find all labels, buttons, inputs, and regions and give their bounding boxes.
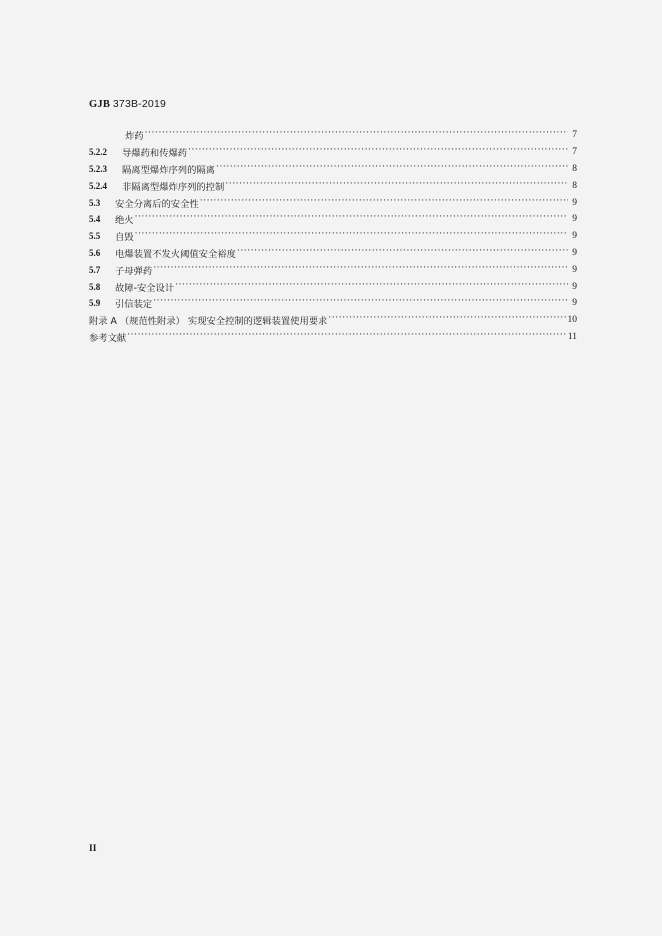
table-of-contents xyxy=(89,127,577,345)
toc-entry-title: 电爆装置不发火阈值安全裕度 xyxy=(115,248,236,260)
toc-entry-number: 5.2.3 xyxy=(89,163,107,174)
toc-entry-title: 炸药 xyxy=(125,131,144,143)
toc-entry-page: 8 xyxy=(572,163,577,174)
toc-entry-number: 5.2.4 xyxy=(89,180,107,191)
toc-entry[interactable] xyxy=(89,161,577,178)
toc-leader-dots xyxy=(237,247,568,259)
toc-entry-number: 5.8 xyxy=(89,281,101,292)
toc-entry-title: 绝火 xyxy=(115,215,134,227)
toc-entry-page: 7 xyxy=(572,130,577,141)
toc-entry-page: 7 xyxy=(572,147,577,158)
toc-entry-page: 9 xyxy=(572,264,577,275)
toc-leader-dots xyxy=(328,314,566,326)
toc-entry-page: 10 xyxy=(567,315,577,326)
toc-leader-dots xyxy=(135,230,568,242)
toc-entry-references[interactable] xyxy=(89,329,577,346)
toc-entry[interactable] xyxy=(89,228,577,245)
toc-leader-dots xyxy=(153,297,568,309)
document-header xyxy=(89,98,166,110)
toc-entry-title: 子母弹药 xyxy=(115,265,153,277)
toc-entry-number: 5.3 xyxy=(89,197,101,208)
toc-leader-dots xyxy=(216,163,568,175)
toc-entry-title: 导爆药和传爆药 xyxy=(122,148,188,160)
toc-entry[interactable] xyxy=(89,177,577,194)
toc-entry[interactable] xyxy=(89,261,577,278)
toc-leader-dots xyxy=(188,146,568,158)
toc-leader-dots xyxy=(225,180,568,192)
toc-entry-number: 5.9 xyxy=(89,298,101,309)
standard-code: GJB xyxy=(89,99,111,110)
standard-number: 373B-2019 xyxy=(112,98,167,110)
toc-entry-number: 5.4 xyxy=(89,214,101,225)
toc-entry-number: 5.2.2 xyxy=(89,147,107,158)
toc-entry-page: 9 xyxy=(572,298,577,309)
toc-entry[interactable] xyxy=(89,245,577,262)
toc-entry-appendix[interactable] xyxy=(89,312,577,329)
toc-entry[interactable] xyxy=(89,127,577,144)
toc-entry-page: 8 xyxy=(572,180,577,191)
toc-entry-page: 9 xyxy=(572,197,577,208)
toc-entry-title: 自毁 xyxy=(115,232,134,244)
toc-entry-page: 9 xyxy=(572,214,577,225)
toc-entry-page: 9 xyxy=(572,281,577,292)
toc-entry-title: 附录 A （规范性附录） 实现安全控制的逻辑装置使用要求 xyxy=(89,316,328,328)
toc-entry-number: 5.5 xyxy=(89,231,101,242)
page-number-footer: II xyxy=(89,844,97,854)
toc-leader-dots xyxy=(127,331,567,343)
toc-entry[interactable] xyxy=(89,144,577,161)
toc-entry-number: 5.7 xyxy=(89,264,101,275)
toc-entry[interactable] xyxy=(89,211,577,228)
toc-entry-title: 引信装定 xyxy=(115,299,153,311)
toc-entry-page: 9 xyxy=(572,231,577,242)
toc-entry[interactable] xyxy=(89,278,577,295)
toc-entry-page: 11 xyxy=(567,331,577,342)
toc-leader-dots xyxy=(200,197,568,209)
toc-leader-dots xyxy=(175,281,568,293)
toc-leader-dots xyxy=(145,129,568,141)
toc-entry-title: 参考文献 xyxy=(89,332,127,344)
toc-entry-title: 非隔离型爆炸序列的控制 xyxy=(122,181,225,193)
toc-entry[interactable] xyxy=(89,295,577,312)
toc-entry-number: 5.6 xyxy=(89,247,101,258)
toc-leader-dots xyxy=(153,264,568,276)
toc-entry-title: 故障-安全设计 xyxy=(115,282,175,294)
toc-leader-dots xyxy=(135,213,568,225)
toc-entry[interactable] xyxy=(89,194,577,211)
toc-entry-title: 安全分离后的安全性 xyxy=(115,198,199,210)
toc-entry-page: 9 xyxy=(572,247,577,258)
toc-entry-title: 隔离型爆炸序列的隔离 xyxy=(122,164,215,176)
